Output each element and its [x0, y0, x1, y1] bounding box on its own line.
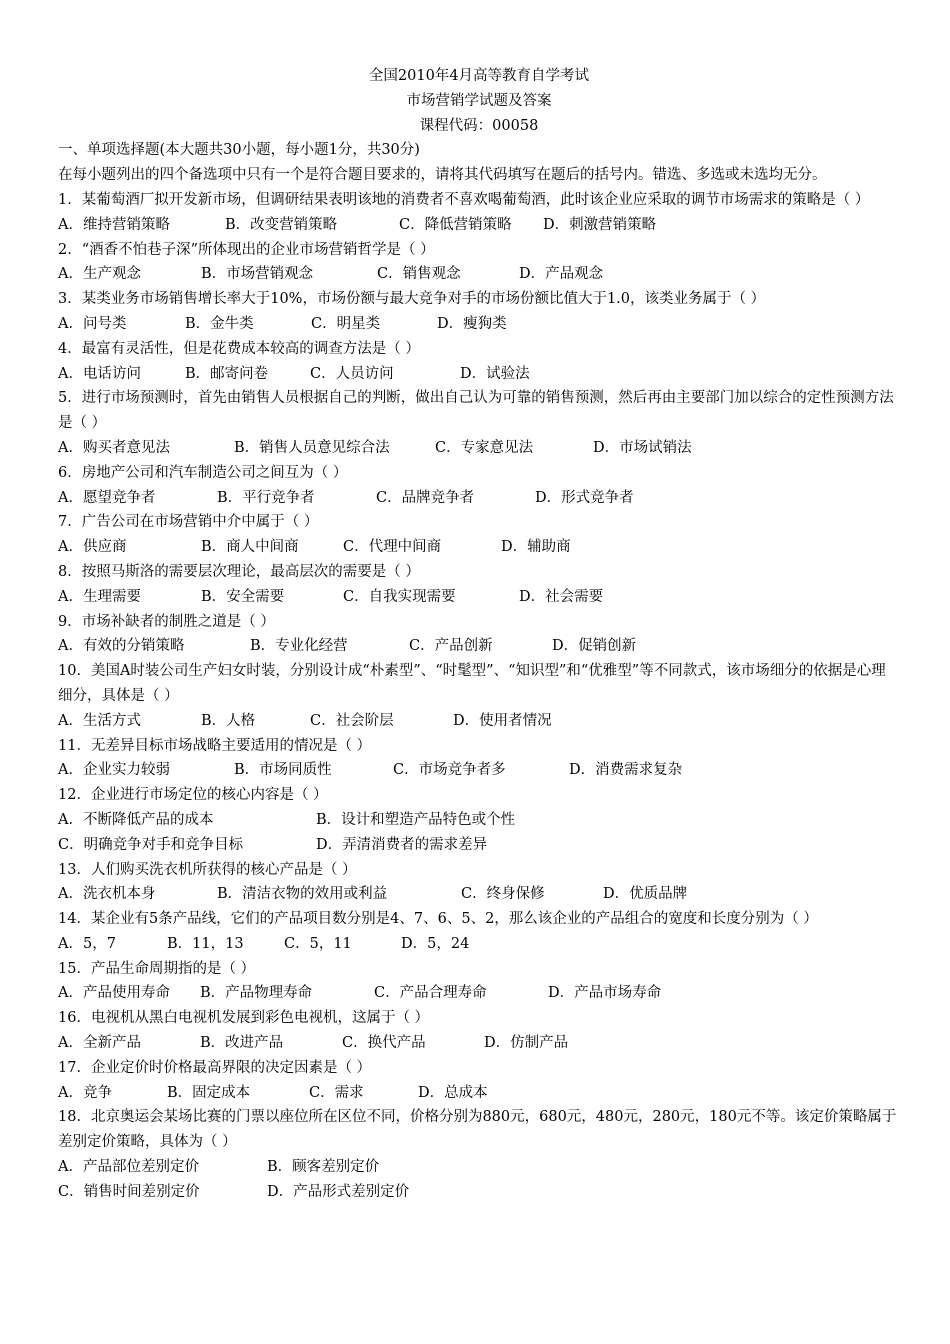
answer-option: C．降低营销策略 — [399, 216, 512, 233]
answer-option: D．消费需求复杂 — [569, 762, 683, 779]
answer-option: A．维持营销策略 — [58, 216, 170, 233]
answer-option: B．专业化经营 — [250, 638, 348, 655]
question-2-options — [58, 262, 900, 287]
answer-option: B．商人中间商 — [201, 539, 299, 556]
question-3-options — [58, 312, 900, 337]
question-5-stem: 5．进行市场预测时，首先由销售人员根据自己的判断，做出自己认为可靠的销售预测，然后再由主要部门加以综合的定性预测方法是（ ） — [58, 390, 894, 432]
question-17-options — [58, 1081, 900, 1106]
answer-option: B．安全需要 — [201, 588, 285, 605]
answer-option: B．市场营销观念 — [201, 266, 314, 283]
question-14-stem: 14．某企业有5条产品线，它们的产品项目数分别是4、7、6、5、2，那么该企业的产品组合的宽度和长度分别为（ ） — [58, 911, 818, 928]
question-9-options — [58, 634, 900, 659]
answer-option: B．设计和塑造产品特色或个性 — [316, 811, 516, 828]
answer-option: C．销售时间差别定价 — [58, 1183, 200, 1200]
answer-option: D．产品市场寿命 — [548, 985, 662, 1002]
question-11-stem: 11．无差异目标市场战略主要适用的情况是（ ） — [58, 737, 372, 754]
answer-option: A．洗衣机本身 — [58, 886, 156, 903]
answer-option: D．瘦狗类 — [437, 315, 507, 332]
answer-option: D．产品观念 — [519, 266, 604, 283]
answer-option: B．人格 — [201, 712, 256, 729]
answer-option: C．需求 — [309, 1084, 364, 1101]
answer-option: C．社会阶层 — [310, 712, 394, 729]
answer-option: D．弄清消费者的需求差异 — [316, 836, 488, 853]
answer-option: D．使用者情况 — [453, 712, 552, 729]
answer-option: B．顾客差别定价 — [267, 1159, 380, 1176]
answer-option: D．5，24 — [401, 935, 470, 952]
answer-option: D．总成本 — [418, 1084, 488, 1101]
question-12-options — [58, 833, 900, 858]
question-17-stem: 17．企业定价时价格最高界限的决定因素是（ ） — [58, 1059, 372, 1076]
answer-option: A．企业实力较弱 — [58, 762, 170, 779]
question-7-options — [58, 535, 900, 560]
answer-option: A．5，7 — [58, 935, 116, 952]
answer-option: D．促销创新 — [552, 638, 637, 655]
answer-option: A．竞争 — [58, 1084, 112, 1101]
question-16-stem: 16．电视机从黑白电视机发展到彩色电视机，这属于（ ） — [58, 1010, 430, 1027]
question-6-stem: 6．房地产公司和汽车制造公司之间互为（ ） — [58, 464, 348, 481]
answer-option: C．产品合理寿命 — [374, 985, 487, 1002]
answer-option: D．仿制产品 — [484, 1035, 569, 1052]
answer-option: C．明星类 — [311, 315, 381, 332]
question-13-stem: 13．人们购买洗衣机所获得的核心产品是（ ） — [58, 861, 357, 878]
question-6-options — [58, 486, 900, 511]
answer-option: C．代理中间商 — [343, 539, 442, 556]
question-12-stem: 12．企业进行市场定位的核心内容是（ ） — [58, 787, 328, 804]
answer-option: D．辅助商 — [501, 539, 571, 556]
section-instruction: 在每小题列出的四个备选项中只有一个是符合题目要求的，请将其代码填写在题后的括号内。错选、多选或未选均无分。 — [58, 167, 827, 184]
question-8-options — [58, 585, 900, 610]
answer-option: C．换代产品 — [342, 1035, 426, 1052]
question-5-options — [58, 436, 900, 461]
section-heading: 一、单项选择题(本大题共30小题，每小题1分，共30分) — [58, 142, 420, 159]
answer-option: B．11，13 — [167, 935, 244, 952]
answer-option: D．形式竞争者 — [535, 489, 634, 506]
answer-option: C．专家意见法 — [435, 439, 534, 456]
question-4-stem: 4．最富有灵活性，但是花费成本较高的调查方法是（ ） — [58, 340, 420, 357]
answer-option: D．产品形式差别定价 — [267, 1183, 410, 1200]
answer-option: B．金牛类 — [185, 315, 254, 332]
answer-option: C．自我实现需要 — [343, 588, 456, 605]
answer-option: B．市场同质性 — [234, 762, 332, 779]
answer-option: D．试验法 — [460, 365, 530, 382]
question-10-stem: 10．美国A时装公司生产妇女时装，分别设计成“朴素型”、“时髦型”、“知识型”和“优雅型”等不同款式，该市场细分的依据是心理细分，具体是（ ） — [58, 663, 886, 704]
question-8-stem: 8．按照马斯洛的需要层次理论，最高层次的需要是（ ） — [58, 563, 420, 580]
answer-option: A．供应商 — [58, 539, 127, 556]
answer-option: C．品牌竞争者 — [376, 489, 475, 506]
answer-option: B．改变营销策略 — [225, 216, 338, 233]
question-18-options — [58, 1180, 900, 1205]
answer-option: D．社会需要 — [519, 588, 604, 605]
answer-option: A．生理需要 — [58, 588, 141, 605]
answer-option: B．邮寄问卷 — [185, 365, 269, 382]
answer-option: A．产品使用寿命 — [58, 985, 170, 1002]
question-3-stem: 3．某类业务市场销售增长率大于10%，市场份额与最大竞争对手的市场份额比值大于1.0，该类业务属于（ ） — [58, 291, 766, 308]
exam-subtitle: 市场营销学试题及答案 — [406, 92, 552, 109]
answer-option: A．生产观念 — [58, 266, 141, 283]
exam-page — [58, 64, 900, 1205]
question-list — [58, 188, 900, 1205]
answer-option: B．产品物理寿命 — [200, 985, 313, 1002]
question-7-stem: 7．广告公司在市场营销中介中属于（ ） — [58, 514, 319, 531]
answer-option: A．问号类 — [58, 315, 127, 332]
question-12-options — [58, 808, 900, 833]
question-9-stem: 9．市场补缺者的制胜之道是（ ） — [58, 613, 275, 630]
answer-option: A．购买者意见法 — [58, 439, 170, 456]
answer-option: B．清洁衣物的效用或利益 — [217, 886, 388, 903]
answer-option: D．刺激营销策略 — [543, 216, 657, 233]
answer-option: D．优质品牌 — [603, 886, 688, 903]
question-15-options — [58, 981, 900, 1006]
answer-option: B．平行竞争者 — [217, 489, 315, 506]
question-4-options — [58, 362, 900, 387]
answer-option: A．不断降低产品的成本 — [58, 811, 214, 828]
question-10-options — [58, 709, 900, 734]
question-2-stem: 2．“酒香不怕巷子深”所体现出的企业市场营销哲学是（ ） — [58, 241, 435, 258]
answer-option: A．生活方式 — [58, 712, 141, 729]
question-16-options — [58, 1031, 900, 1056]
answer-option: A．有效的分销策略 — [58, 638, 185, 655]
answer-option: C．5，11 — [284, 935, 352, 952]
answer-option: B．销售人员意见综合法 — [234, 439, 390, 456]
question-18-stem: 18．北京奥运会某场比赛的门票以座位所在区位不同，价格分别为880元，680元，480元，280元，180元不等。该定价策略属于差别定价策略，具体为（ ） — [58, 1109, 897, 1151]
answer-option: A．产品部位差别定价 — [58, 1159, 199, 1176]
answer-option: C．销售观念 — [377, 266, 461, 283]
question-13-options — [58, 882, 900, 907]
answer-option: C．产品创新 — [409, 638, 493, 655]
question-14-options — [58, 932, 900, 957]
exam-title: 全国2010年4月高等教育自学考试 — [368, 68, 590, 84]
answer-option: B．固定成本 — [167, 1084, 251, 1101]
answer-option: A．电话访问 — [58, 365, 141, 382]
question-15-stem: 15．产品生命周期指的是（ ） — [58, 960, 256, 977]
answer-option: C．市场竞争者多 — [393, 762, 506, 779]
question-18-options — [58, 1155, 900, 1180]
question-1-options — [58, 213, 900, 238]
answer-option: C．明确竞争对手和竞争目标 — [58, 836, 244, 853]
answer-option: A．全新产品 — [58, 1035, 141, 1052]
course-code: 课程代码：00058 — [419, 117, 539, 134]
answer-option: B．改进产品 — [200, 1035, 284, 1052]
answer-option: C．人员访问 — [310, 365, 394, 382]
answer-option: A．愿望竞争者 — [58, 489, 156, 506]
question-11-options — [58, 758, 900, 783]
answer-option: C．终身保修 — [461, 886, 545, 903]
question-1-stem: 1．某葡萄酒厂拟开发新市场，但调研结果表明该地的消费者不喜欢喝葡萄酒，此时该企业应采取的调节市场需求的策略是（ ） — [58, 191, 870, 208]
answer-option: D．市场试销法 — [593, 439, 692, 456]
